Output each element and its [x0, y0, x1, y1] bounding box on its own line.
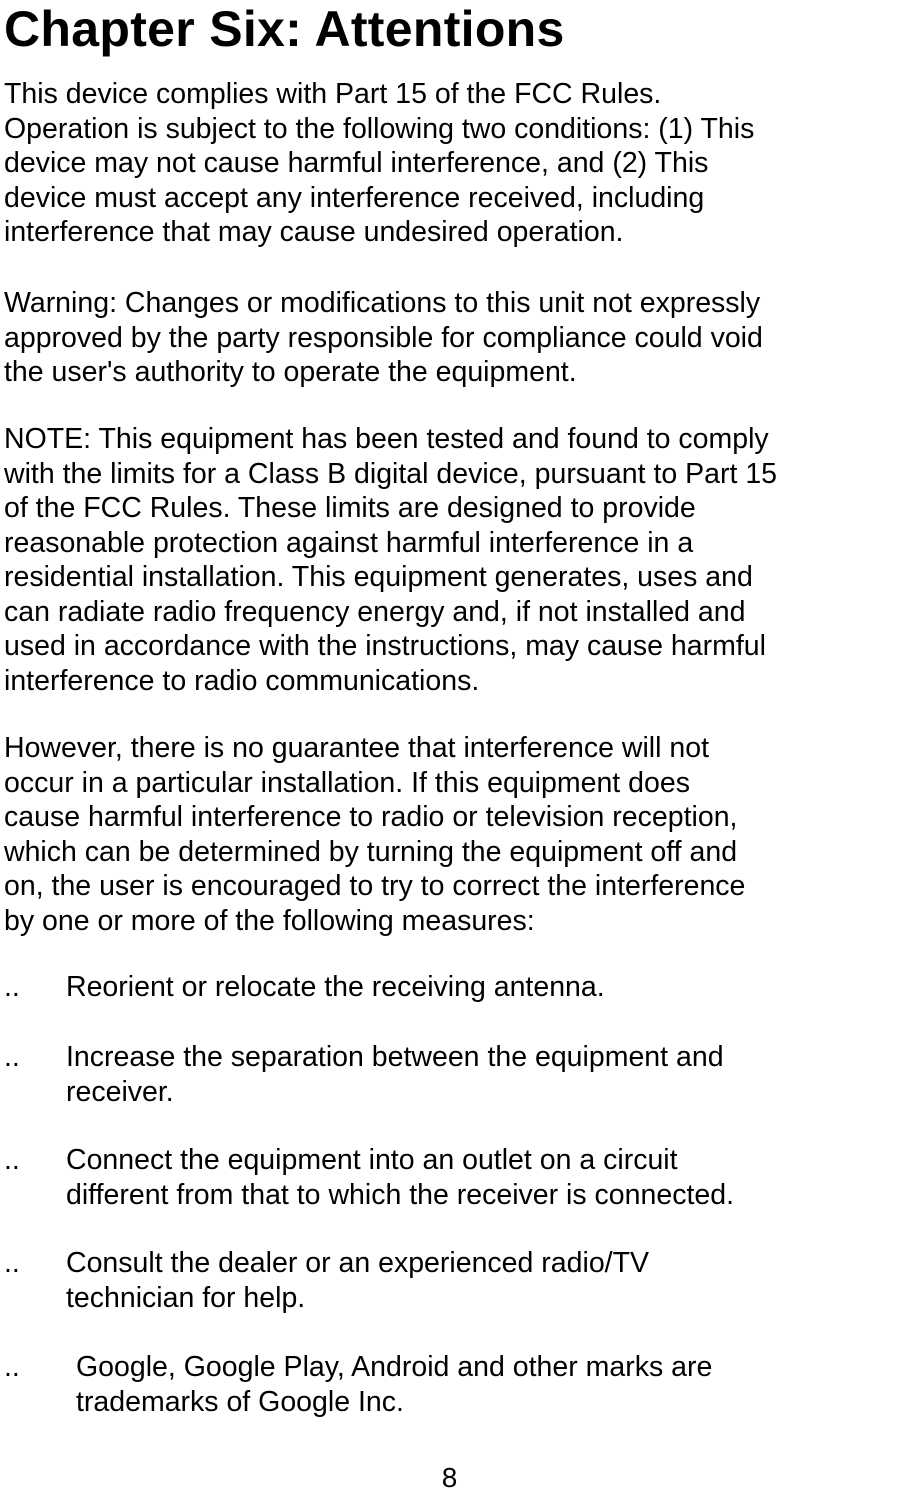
list-item-text: Increase the separation between the equipment and receiver.: [66, 1041, 724, 1108]
list-item-text: Google, Google Play, Android and other marks are trademarks of Google Inc.: [76, 1351, 713, 1418]
list-item-text: Connect the equipment into an outlet on a circuit different from that to which the receiver is connected.: [66, 1144, 734, 1211]
list-item-text: Consult the dealer or an experienced radio/TV technician for help.: [66, 1247, 650, 1314]
page-title: Chapter Six: Attentions: [4, 1, 565, 57]
page-number: 8: [441, 1462, 458, 1493]
bullet-marker: ..: [4, 971, 20, 1003]
note-paragraph: NOTE: This equipment has been tested and found to comply with the limits for a Class B digital device, pursuant to Part 15 of the FCC Rules. These limits are designed to provide reasonable protection against harmful interference in a residential installation. This equipment generates, uses and can radiate radio frequency energy and, if not installed and used in accordance with the instructions, may cause harmful interference to radio communications.: [4, 423, 778, 697]
bullet-marker: ..: [4, 1351, 20, 1383]
bullet-marker: ..: [4, 1144, 20, 1176]
list-item-text: Reorient or relocate the receiving antenna.: [66, 971, 605, 1003]
fcc-compliance-paragraph: This device complies with Part 15 of the FCC Rules. Operation is subject to the following two conditions: (1) This device may not cause harmful interference, and (2) This device must accept any interference received, including interference that may cause undesired operation.: [4, 78, 755, 248]
bullet-marker: ..: [4, 1247, 20, 1279]
warning-paragraph: Warning: Changes or modifications to this unit not expressly approved by the party responsible for compliance could void the user's authority to operate the equipment.: [4, 287, 763, 388]
however-paragraph: However, there is no guarantee that interference will not occur in a particular installation. If this equipment does cause harmful interference to radio or television reception, which can be determined by turning the equipment off and on, the user is encouraged to try to correct the interference by one or more of the following measures:: [4, 732, 746, 937]
bullet-marker: ..: [4, 1041, 20, 1073]
